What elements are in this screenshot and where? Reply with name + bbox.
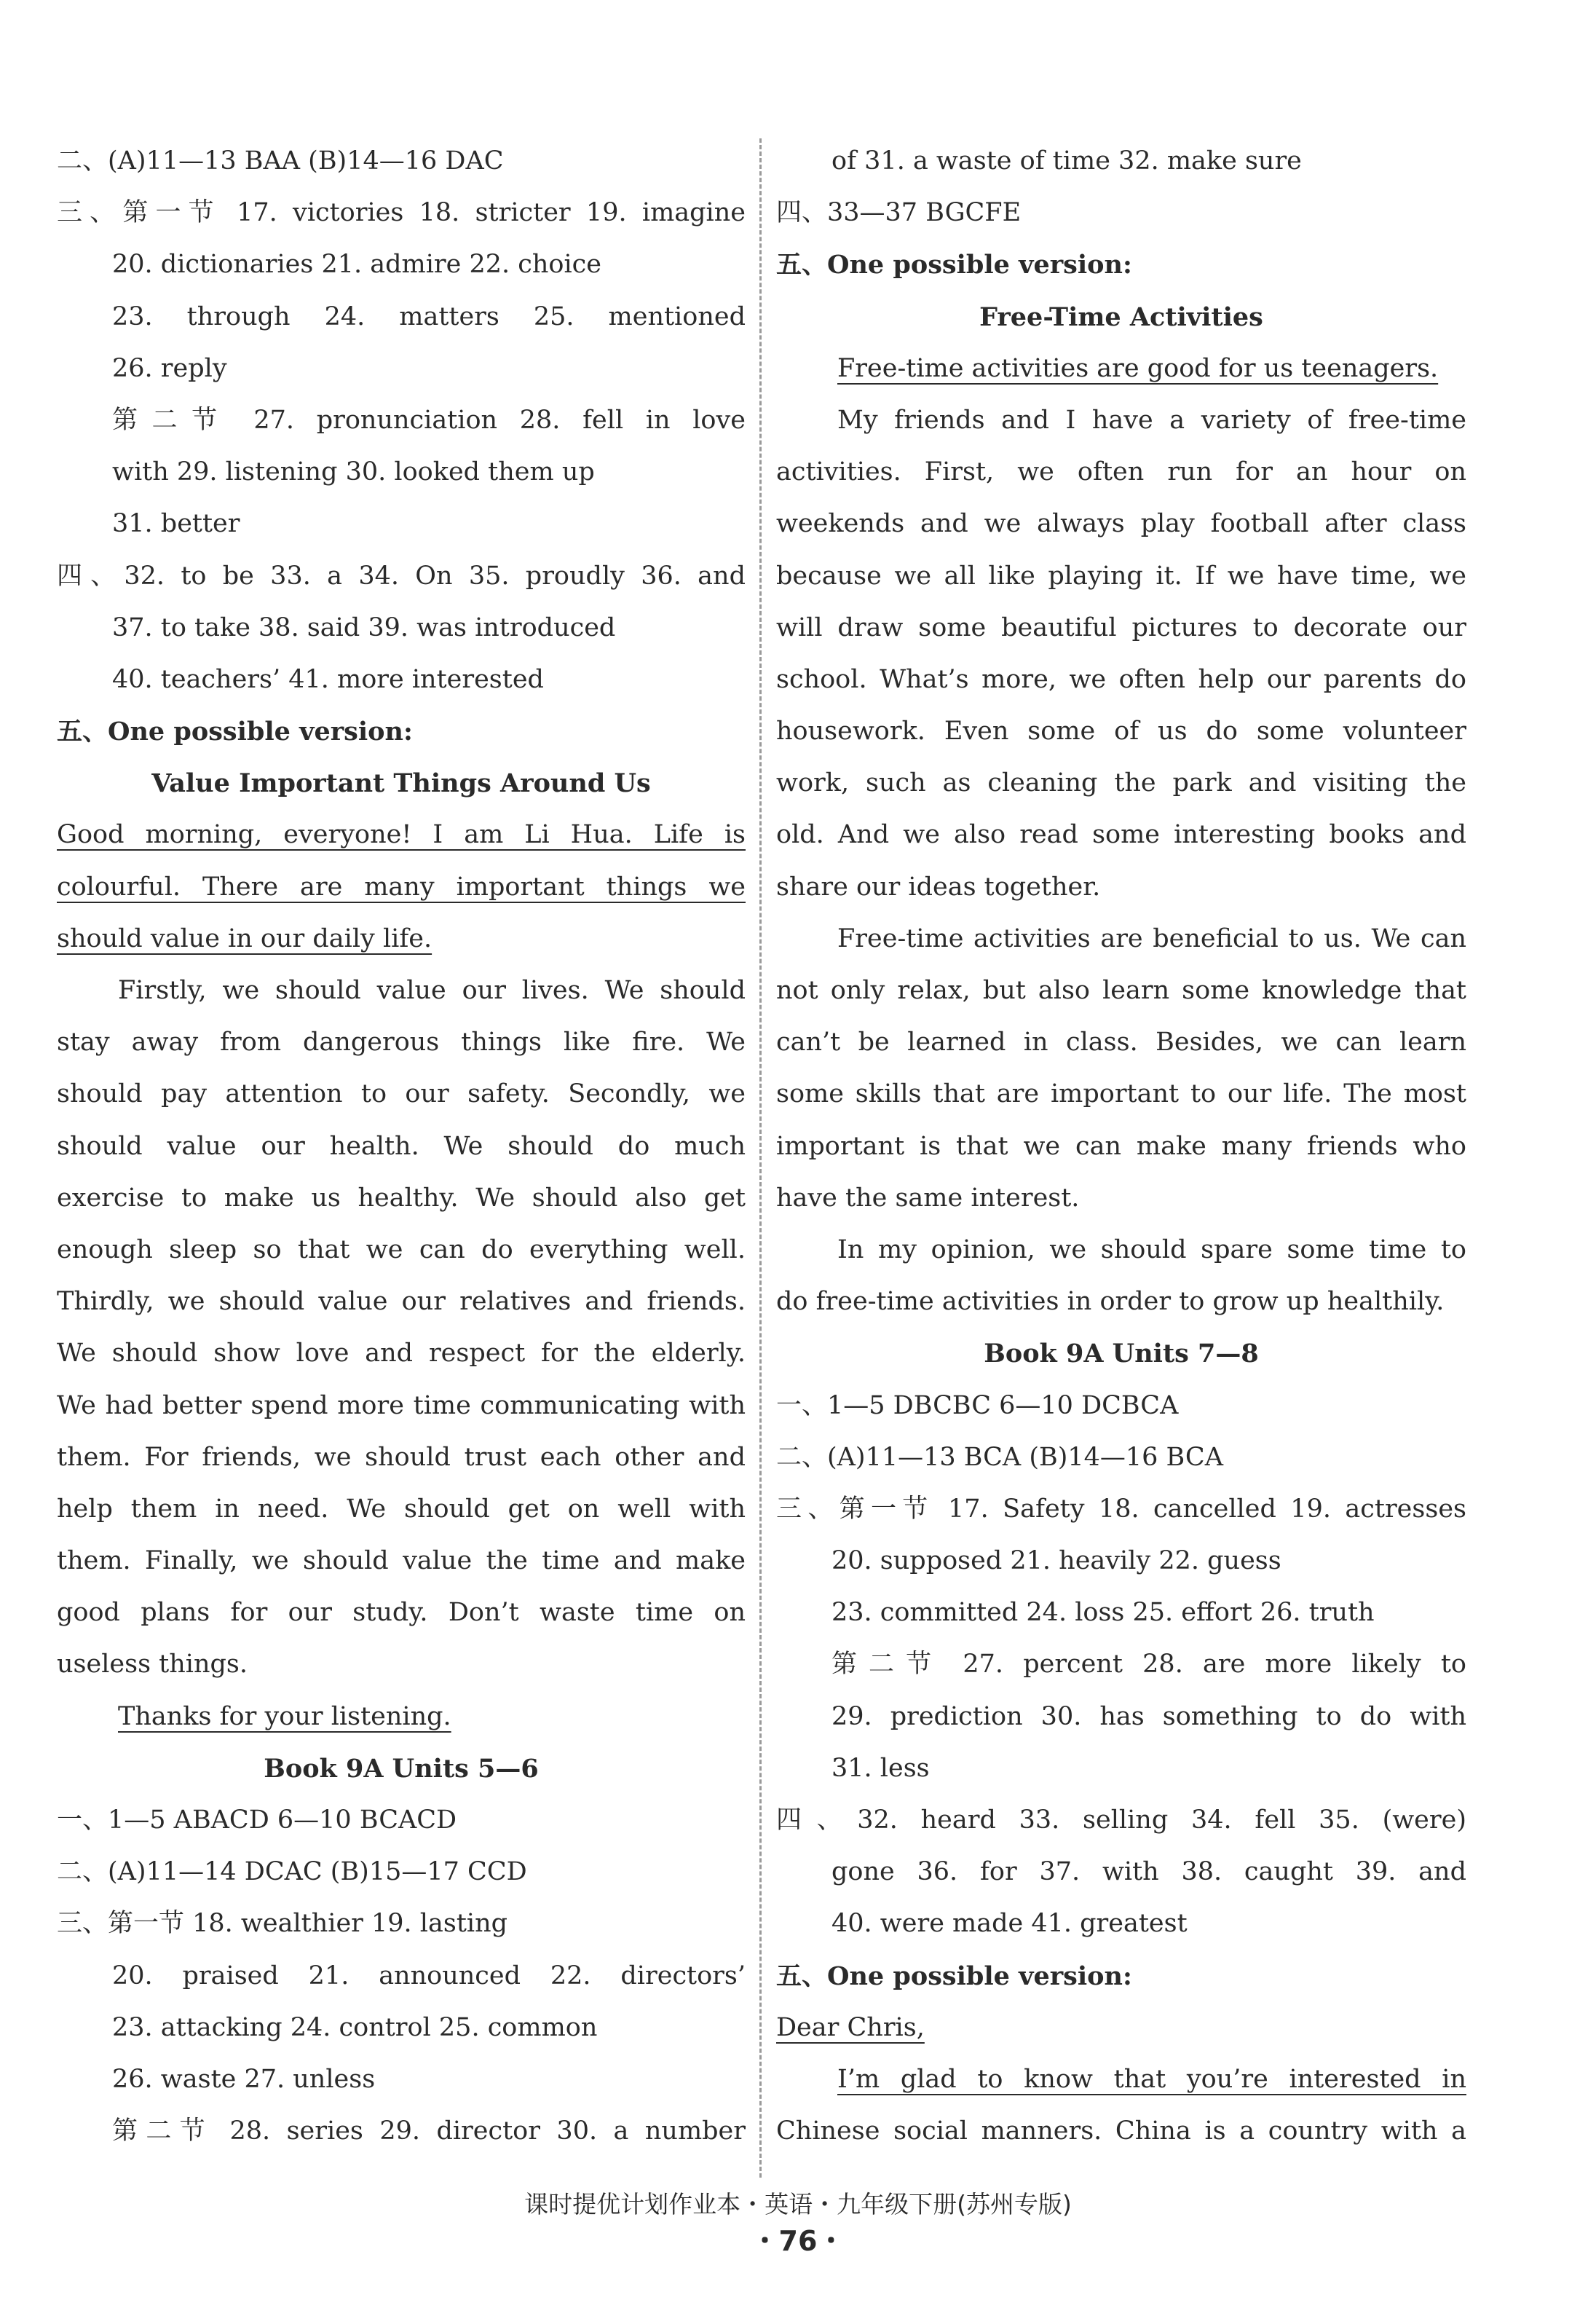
- letter-line: Chinese social manners. China is a country with a: [776, 2116, 1466, 2146]
- page-number: ・76・: [751, 2225, 845, 2257]
- essay-line: Free-time activities are good for us teenagers.: [837, 353, 1439, 383]
- answer-line: 40. were made 41. greatest: [831, 1909, 1188, 1939]
- essay-line: enough sleep so that we can do everything well.: [57, 1234, 746, 1264]
- essay-line: exercise to make us healthy. We should also get: [57, 1183, 746, 1213]
- letter-line: I’m glad to know that you’re interested in: [837, 2064, 1466, 2094]
- essay-line: share our ideas together.: [776, 872, 1101, 902]
- answer-line: 一、1—5 ABACD 6—10 BCACD: [57, 1805, 457, 1835]
- column-divider: [759, 138, 762, 2178]
- essay-line: should pay attention to our safety. Secondly, we: [57, 1079, 746, 1109]
- answer-line: with 29. listening 30. looked them up: [112, 457, 595, 487]
- answer-line: 一、1—5 DBCBC 6—10 DCBCA: [776, 1390, 1179, 1420]
- essay-line: old. And we also read some interesting books and: [776, 820, 1466, 850]
- answer-line: 29. prediction 30. has something to do with: [831, 1701, 1466, 1731]
- answer-line: 37. to take 38. said 39. was introduced: [112, 613, 616, 642]
- essay-line: Good morning, everyone! I am Li Hua. Life is: [57, 820, 746, 850]
- answer-line: 23. committed 24. loss 25. effort 26. truth: [831, 1598, 1375, 1628]
- essay-line: My friends and I have a variety of free-time: [837, 405, 1466, 435]
- answer-line: 40. teachers’ 41. more interested: [112, 664, 544, 694]
- essay-line: some skills that are important to our life. The most: [776, 1079, 1466, 1109]
- section-heading: 五、One possible version:: [776, 250, 1132, 280]
- book-title: 课时提优计划作业本・英语・九年级下册(苏州专版): [524, 2190, 1072, 2218]
- unit-heading: Book 9A Units 7—8: [984, 1339, 1259, 1369]
- essay-line: help them in need. We should get on well with: [57, 1494, 746, 1524]
- left-column: [57, 135, 746, 2157]
- page-footer: [0, 2186, 1596, 2259]
- answer-line: of 31. a waste of time 32. make sure: [831, 146, 1302, 176]
- essay-line: activities. First, we often run for an hour on: [776, 457, 1466, 487]
- essay-line: will draw some beautiful pictures to decorate our: [776, 613, 1466, 642]
- answer-line: 四、32. heard 33. selling 34. fell 35. (were): [776, 1805, 1466, 1835]
- essay-line: school. What’s more, we often help our parents do: [776, 664, 1466, 694]
- essay-line: We had better spend more time communicating with: [57, 1390, 746, 1420]
- right-column: [776, 135, 1466, 2157]
- essay-line: should value in our daily life.: [57, 923, 432, 953]
- answer-line: 二、(A)11—14 DCAC (B)15—17 CCD: [57, 1857, 527, 1887]
- answer-line: 四、33—37 BGCFE: [776, 198, 1022, 228]
- essay-title: Value Important Things Around Us: [151, 768, 651, 799]
- essay-line: not only relax, but also learn some knowledge that: [776, 976, 1466, 1005]
- answer-line: 三、第一节 17. victories 18. stricter 19. imagine: [57, 198, 746, 228]
- answer-line: 第二节 27. pronunciation 28. fell in love: [112, 405, 746, 435]
- answer-line: 31. less: [831, 1753, 930, 1783]
- essay-line: Thirdly, we should value our relatives and friends.: [57, 1287, 746, 1317]
- essay-closing: Thanks for your listening.: [118, 1701, 451, 1731]
- essay-line: housework. Even some of us do some volunteer: [776, 717, 1466, 747]
- answer-line: 26. waste 27. unless: [112, 2064, 376, 2094]
- essay-line: good plans for our study. Don’t waste time on: [57, 1598, 746, 1628]
- answer-line: gone 36. for 37. with 38. caught 39. and: [831, 1857, 1466, 1887]
- essay-line: because we all like playing it. If we have time, we: [776, 561, 1466, 591]
- essay-line: them. For friends, we should trust each other and: [57, 1442, 746, 1472]
- essay-line: important is that we can make many friends who: [776, 1131, 1466, 1161]
- essay-title: Free-Time Activities: [979, 302, 1263, 332]
- essay-line: stay away from dangerous things like fire. We: [57, 1028, 746, 1057]
- essay-line: Free-time activities are beneficial to us. We can: [837, 923, 1466, 953]
- essay-line: have the same interest.: [776, 1183, 1080, 1213]
- essay-line: work, such as cleaning the park and visiting the: [776, 768, 1466, 798]
- answer-line: 第二节 27. percent 28. are more likely to: [831, 1650, 1466, 1679]
- answer-line: 二、(A)11—13 BCA (B)14—16 BCA: [776, 1442, 1223, 1472]
- essay-line: do free-time activities in order to grow up healthily.: [776, 1287, 1445, 1317]
- section-heading: 五、One possible version:: [57, 717, 413, 747]
- answer-line: 26. reply: [112, 353, 227, 383]
- essay-line: them. Finally, we should value the time and make: [57, 1546, 746, 1576]
- section-heading: 五、One possible version:: [776, 1961, 1132, 1991]
- answer-line: 20. praised 21. announced 22. directors’: [112, 1961, 746, 1990]
- answer-line: 31. better: [112, 509, 240, 539]
- essay-line: should value our health. We should do much: [57, 1131, 746, 1161]
- answer-line: 三、第一节 17. Safety 18. cancelled 19. actresses: [776, 1494, 1466, 1524]
- answer-line: 四、32. to be 33. a 34. On 35. proudly 36. and: [57, 561, 746, 591]
- answer-line: 三、第一节 18. wealthier 19. lasting: [57, 1909, 508, 1939]
- essay-line: can’t be learned in class. Besides, we can learn: [776, 1028, 1466, 1057]
- answer-line: 二、(A)11—13 BAA (B)14—16 DAC: [57, 146, 504, 176]
- unit-heading: Book 9A Units 5—6: [264, 1753, 539, 1784]
- essay-line: In my opinion, we should spare some time to: [837, 1234, 1466, 1264]
- answer-line: 第二节 28. series 29. director 30. a number: [112, 2116, 746, 2146]
- answer-line: 20. supposed 21. heavily 22. guess: [831, 1546, 1281, 1576]
- essay-line: colourful. There are many important things we: [57, 872, 746, 902]
- answer-line: 23. through 24. matters 25. mentioned: [112, 302, 746, 331]
- essay-line: We should show love and respect for the elderly.: [57, 1339, 746, 1368]
- essay-line: Firstly, we should value our lives. We should: [118, 976, 746, 1005]
- letter-salutation: Dear Chris,: [776, 2012, 925, 2042]
- answer-line: 23. attacking 24. control 25. common: [112, 2012, 598, 2042]
- answer-line: 20. dictionaries 21. admire 22. choice: [112, 250, 601, 280]
- essay-line: useless things.: [57, 1650, 248, 1679]
- essay-line: weekends and we always play football after class: [776, 509, 1466, 539]
